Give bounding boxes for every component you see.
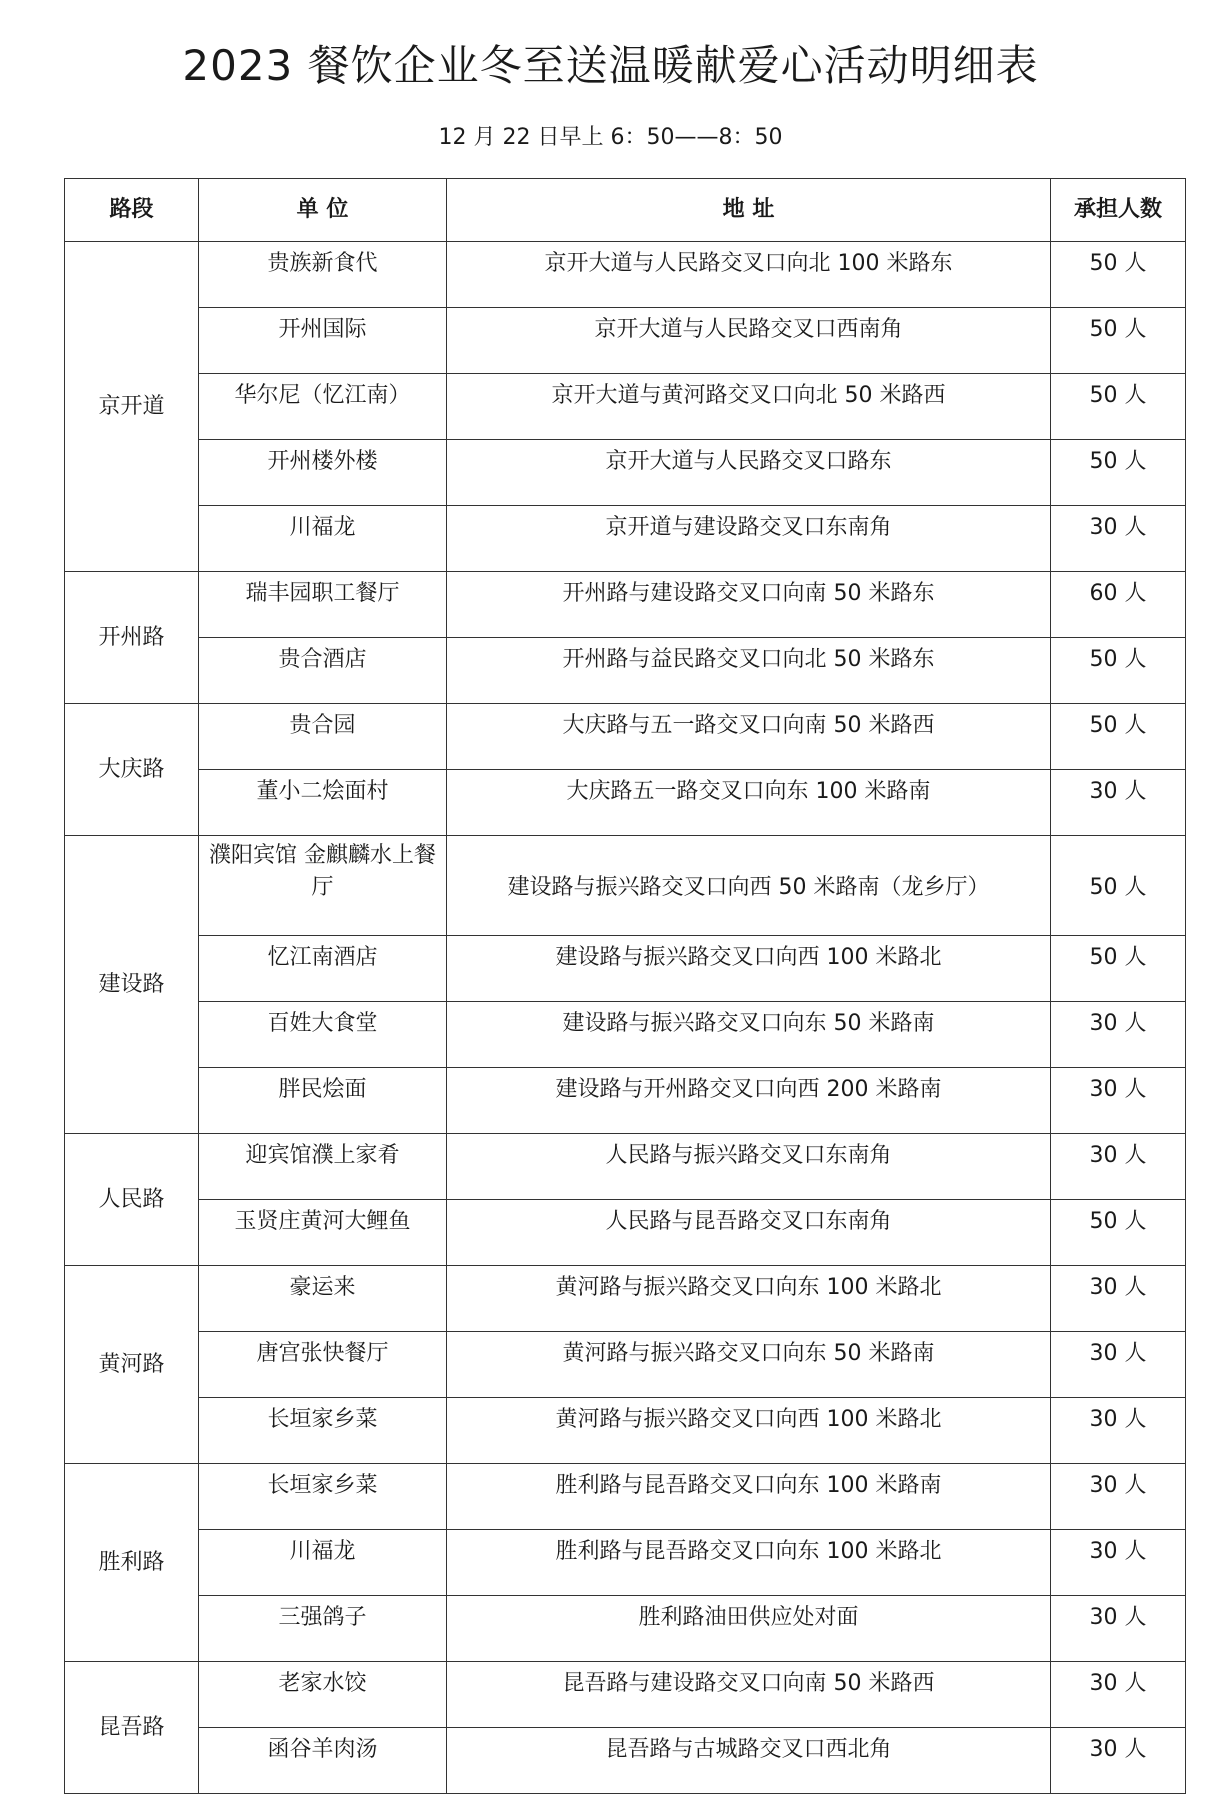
people-cell: 50 人 bbox=[1051, 1200, 1186, 1266]
unit-cell: 函谷羊肉汤 bbox=[199, 1728, 447, 1794]
road-cell: 京开道 bbox=[65, 242, 199, 572]
people-cell: 50 人 bbox=[1051, 440, 1186, 506]
table-body bbox=[65, 242, 1186, 1794]
unit-cell: 老家水饺 bbox=[199, 1662, 447, 1728]
road-cell: 建设路 bbox=[65, 836, 199, 1134]
page-subtitle: 12 月 22 日早上 6：50——8：50 bbox=[438, 125, 783, 150]
unit-cell: 开州国际 bbox=[199, 308, 447, 374]
people-cell: 50 人 bbox=[1051, 638, 1186, 704]
unit-cell: 长垣家乡菜 bbox=[199, 1398, 447, 1464]
table-row bbox=[65, 770, 1186, 836]
people-cell: 30 人 bbox=[1051, 1134, 1186, 1200]
people-cell: 30 人 bbox=[1051, 506, 1186, 572]
table-row bbox=[65, 1530, 1186, 1596]
address-cell: 胜利路与昆吾路交叉口向东 100 米路北 bbox=[447, 1530, 1051, 1596]
people-cell: 50 人 bbox=[1051, 242, 1186, 308]
address-cell: 大庆路五一路交叉口向东 100 米路南 bbox=[447, 770, 1051, 836]
table-row bbox=[65, 440, 1186, 506]
unit-cell: 川福龙 bbox=[199, 1530, 447, 1596]
unit-cell: 玉贤庄黄河大鲤鱼 bbox=[199, 1200, 447, 1266]
road-cell: 开州路 bbox=[65, 572, 199, 704]
address-cell: 黄河路与振兴路交叉口向东 100 米路北 bbox=[447, 1266, 1051, 1332]
people-cell: 30 人 bbox=[1051, 1464, 1186, 1530]
address-cell: 京开道与建设路交叉口东南角 bbox=[447, 506, 1051, 572]
people-cell: 50 人 bbox=[1051, 374, 1186, 440]
people-cell: 50 人 bbox=[1051, 836, 1186, 936]
people-cell: 30 人 bbox=[1051, 1002, 1186, 1068]
address-cell: 黄河路与振兴路交叉口向东 50 米路南 bbox=[447, 1332, 1051, 1398]
table-row bbox=[65, 1332, 1186, 1398]
unit-cell: 唐宫张快餐厅 bbox=[199, 1332, 447, 1398]
people-cell: 30 人 bbox=[1051, 1332, 1186, 1398]
unit-cell: 迎宾馆濮上家肴 bbox=[199, 1134, 447, 1200]
people-cell: 30 人 bbox=[1051, 770, 1186, 836]
address-cell: 人民路与昆吾路交叉口东南角 bbox=[447, 1200, 1051, 1266]
people-cell: 30 人 bbox=[1051, 1530, 1186, 1596]
unit-cell: 开州楼外楼 bbox=[199, 440, 447, 506]
address-cell: 开州路与建设路交叉口向南 50 米路东 bbox=[447, 572, 1051, 638]
schedule-table bbox=[64, 178, 1186, 1794]
table-row bbox=[65, 1398, 1186, 1464]
road-cell: 昆吾路 bbox=[65, 1662, 199, 1794]
table-row bbox=[65, 1068, 1186, 1134]
address-cell: 开州路与益民路交叉口向北 50 米路东 bbox=[447, 638, 1051, 704]
unit-cell: 贵族新食代 bbox=[199, 242, 447, 308]
unit-cell: 贵合酒店 bbox=[199, 638, 447, 704]
address-cell: 京开大道与人民路交叉口西南角 bbox=[447, 308, 1051, 374]
table-row bbox=[65, 308, 1186, 374]
unit-cell: 百姓大食堂 bbox=[199, 1002, 447, 1068]
road-cell: 胜利路 bbox=[65, 1464, 199, 1662]
unit-cell: 濮阳宾馆 金麒麟水上餐厅 bbox=[199, 836, 447, 936]
people-cell: 30 人 bbox=[1051, 1728, 1186, 1794]
table-row bbox=[65, 1134, 1186, 1200]
address-cell: 京开大道与人民路交叉口向北 100 米路东 bbox=[447, 242, 1051, 308]
unit-cell: 豪运来 bbox=[199, 1266, 447, 1332]
table-row bbox=[65, 242, 1186, 308]
unit-cell: 三强鸽子 bbox=[199, 1596, 447, 1662]
table-row bbox=[65, 1728, 1186, 1794]
people-cell: 30 人 bbox=[1051, 1068, 1186, 1134]
address-cell: 建设路与振兴路交叉口向西 100 米路北 bbox=[447, 936, 1051, 1002]
table-row bbox=[65, 1266, 1186, 1332]
address-cell: 人民路与振兴路交叉口东南角 bbox=[447, 1134, 1051, 1200]
address-cell: 建设路与振兴路交叉口向西 50 米路南（龙乡厅） bbox=[447, 836, 1051, 936]
address-cell: 胜利路油田供应处对面 bbox=[447, 1596, 1051, 1662]
table-row bbox=[65, 1002, 1186, 1068]
people-cell: 30 人 bbox=[1051, 1398, 1186, 1464]
header-people: 承担人数 bbox=[1051, 179, 1186, 242]
address-cell: 建设路与振兴路交叉口向东 50 米路南 bbox=[447, 1002, 1051, 1068]
header-unit: 单 位 bbox=[199, 179, 447, 242]
address-cell: 建设路与开州路交叉口向西 200 米路南 bbox=[447, 1068, 1051, 1134]
address-cell: 昆吾路与古城路交叉口西北角 bbox=[447, 1728, 1051, 1794]
table-row bbox=[65, 704, 1186, 770]
table-row bbox=[65, 1200, 1186, 1266]
unit-cell: 董小二烩面村 bbox=[199, 770, 447, 836]
people-cell: 30 人 bbox=[1051, 1662, 1186, 1728]
unit-cell: 胖民烩面 bbox=[199, 1068, 447, 1134]
unit-cell: 忆江南酒店 bbox=[199, 936, 447, 1002]
people-cell: 60 人 bbox=[1051, 572, 1186, 638]
table-row bbox=[65, 638, 1186, 704]
road-cell: 黄河路 bbox=[65, 1266, 199, 1464]
table-row bbox=[65, 936, 1186, 1002]
address-cell: 京开大道与人民路交叉口路东 bbox=[447, 440, 1051, 506]
unit-cell: 瑞丰园职工餐厅 bbox=[199, 572, 447, 638]
table-row bbox=[65, 374, 1186, 440]
header-road: 路段 bbox=[65, 179, 199, 242]
address-cell: 黄河路与振兴路交叉口向西 100 米路北 bbox=[447, 1398, 1051, 1464]
people-cell: 50 人 bbox=[1051, 308, 1186, 374]
road-cell: 大庆路 bbox=[65, 704, 199, 836]
page-title: 2023 餐饮企业冬至送温暖献爱心活动明细表 bbox=[182, 41, 1039, 90]
table-row bbox=[65, 506, 1186, 572]
people-cell: 50 人 bbox=[1051, 936, 1186, 1002]
people-cell: 30 人 bbox=[1051, 1266, 1186, 1332]
table-row bbox=[65, 836, 1186, 936]
table-row bbox=[65, 1596, 1186, 1662]
road-cell: 人民路 bbox=[65, 1134, 199, 1266]
table-row bbox=[65, 572, 1186, 638]
people-cell: 30 人 bbox=[1051, 1596, 1186, 1662]
unit-cell: 长垣家乡菜 bbox=[199, 1464, 447, 1530]
address-cell: 京开大道与黄河路交叉口向北 50 米路西 bbox=[447, 374, 1051, 440]
table-row bbox=[65, 1464, 1186, 1530]
address-cell: 胜利路与昆吾路交叉口向东 100 米路南 bbox=[447, 1464, 1051, 1530]
unit-cell: 贵合园 bbox=[199, 704, 447, 770]
address-cell: 昆吾路与建设路交叉口向南 50 米路西 bbox=[447, 1662, 1051, 1728]
table-row bbox=[65, 1662, 1186, 1728]
table-header-row bbox=[65, 179, 1186, 242]
people-cell: 50 人 bbox=[1051, 704, 1186, 770]
header-address: 地 址 bbox=[447, 179, 1051, 242]
unit-cell: 川福龙 bbox=[199, 506, 447, 572]
address-cell: 大庆路与五一路交叉口向南 50 米路西 bbox=[447, 704, 1051, 770]
unit-cell: 华尔尼（忆江南） bbox=[199, 374, 447, 440]
